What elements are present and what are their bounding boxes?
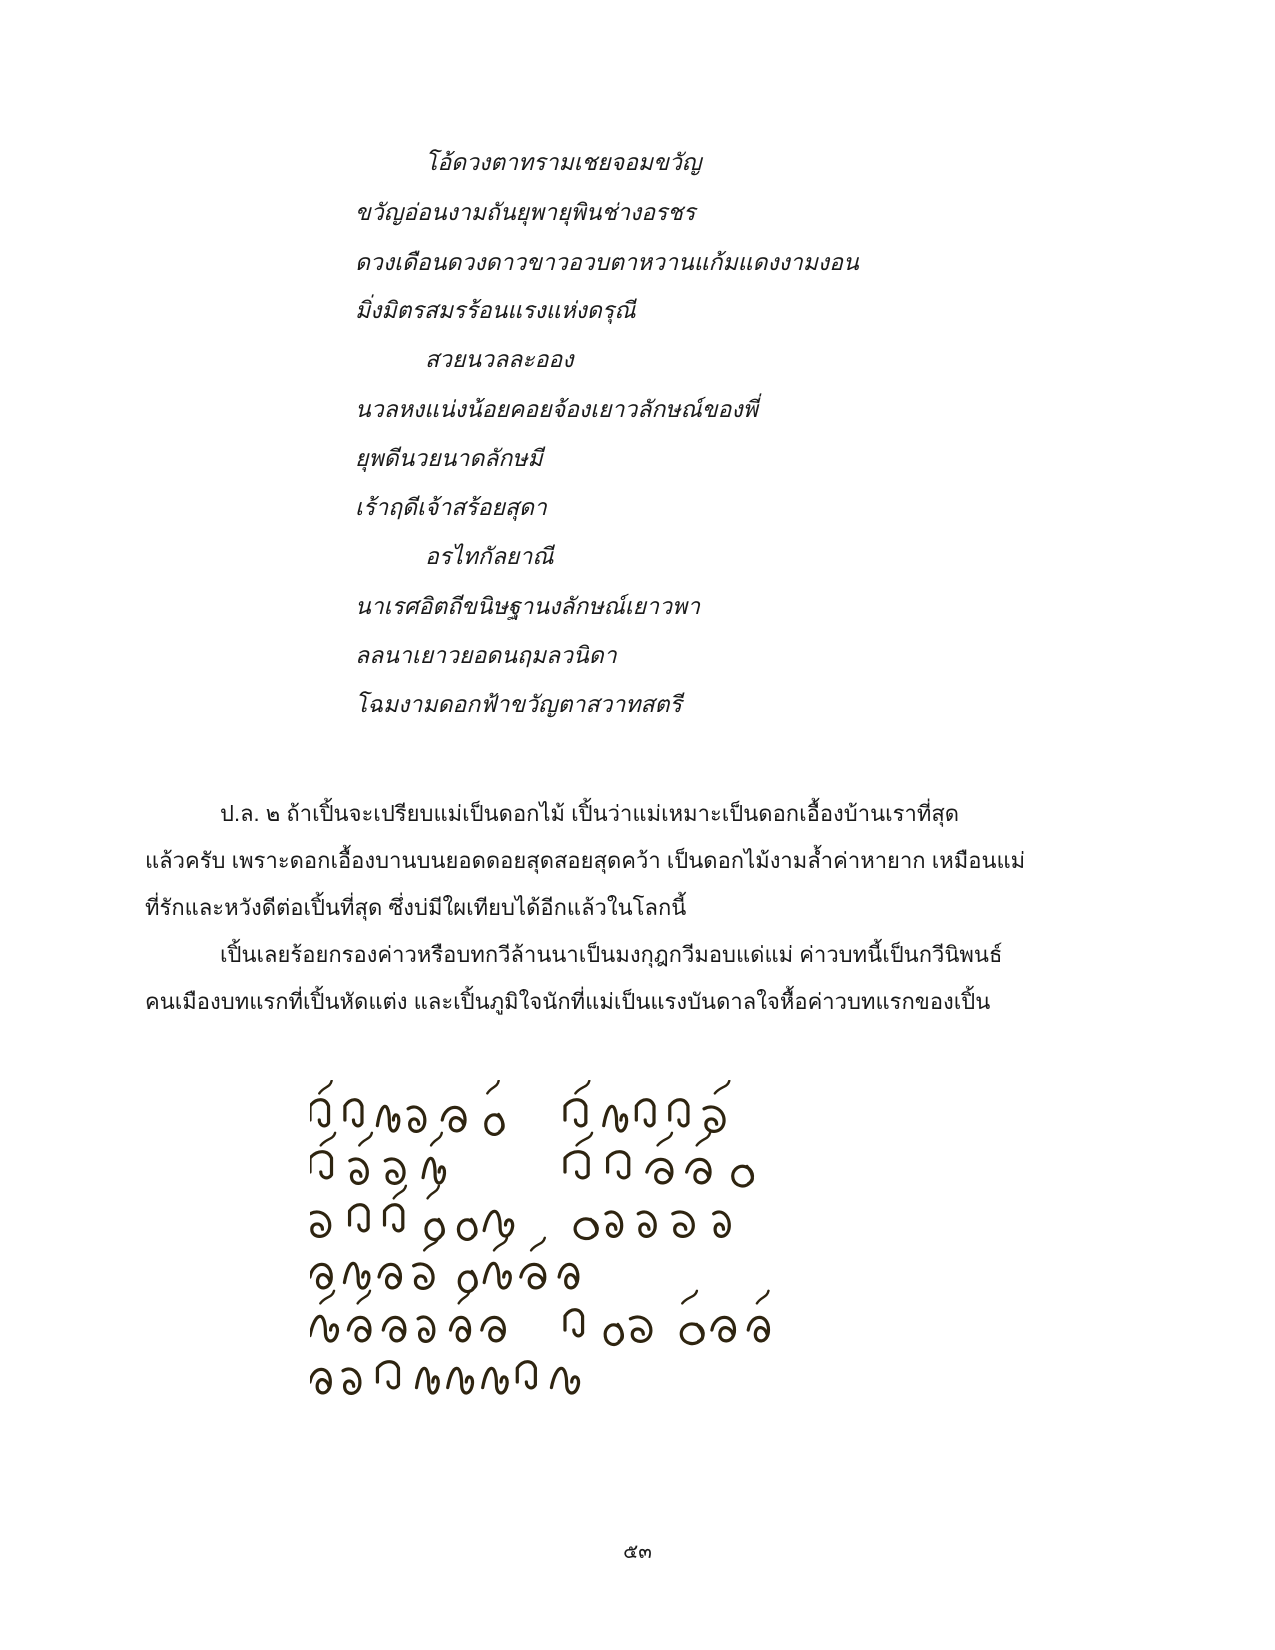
script-stroke [483,1368,508,1393]
script-stroke [379,1264,400,1287]
poem-line-9: อรไทกัลยาณี [425,544,554,570]
script-stroke [310,1369,330,1392]
script-stroke [450,1317,469,1340]
script-stroke [606,1212,622,1236]
script-stroke [345,1100,362,1126]
paragraph-2-line-2: คนเมืองบทแรกที่เปิ้นหัดแต่ง และเปิ้นภูมิใจนักที่แม่เป็นแรงบันดาลใจหื้อค่าวบทแรกของเปิ้น [145,989,991,1014]
script-stroke [681,1324,703,1344]
poem-line-12: โฉมงามดอกฟ้าขวัญตาสวาทสตรี [355,692,682,718]
script-stroke [673,1212,693,1236]
poem-line-5: สวยนวลละออง [425,347,574,373]
script-stroke [423,1158,444,1183]
handwritten-manuscript-image [310,1080,850,1410]
script-diacritic [531,1238,545,1251]
poem-line-10: นาเรศอิตถีขนิษฐานงลักษณ์เยาวพา [355,594,701,620]
script-stroke [344,1263,368,1288]
poem-line-1: โอ้ดวงตาทรามเชยจอมขวัญ [425,150,702,176]
poem-line-8: เร้าฤดีเจ้าสร้อยสุดา [355,495,547,521]
script-stroke [448,1368,473,1393]
script-stroke [687,1159,710,1182]
script-stroke [551,1368,578,1393]
script-stroke [604,1106,627,1131]
script-stroke [377,1362,398,1388]
script-stroke [670,1100,688,1126]
poem-block [0,0,1275,760]
script-diacritic [494,1238,507,1251]
script-stroke [383,1317,405,1340]
script-stroke [521,1264,545,1287]
script-diacritic [431,1133,442,1146]
script-stroke [482,1317,505,1340]
poem-line-3: ดวงเดือนดวงดาวขาวอวบตาหวานแก้มแดงงามงอน [355,250,859,276]
script-stroke [638,1212,655,1236]
poem-line-7: ยุพดีนวยนาดลักษมี [355,446,543,472]
paragraph-2-line-1: เปิ้นเลยร้อยกรองค่าวหรือบทกวีล้านนาเป็นมงกุฎกวีมอบแด่แม่ ค่าวบทนี้เป็นกวีนิพนธ์ [220,942,1003,967]
script-stroke [565,1100,586,1126]
script-stroke [442,1107,465,1130]
script-diacritic [319,1081,331,1094]
script-stroke [714,1212,730,1236]
script-diacritic [321,1133,335,1146]
script-stroke [486,1115,503,1135]
script-stroke [350,1159,367,1183]
poem-line-2: ขวัญอ่อนงามถันยุพายุพินช่างอรชร [355,200,696,226]
script-stroke [575,1219,597,1239]
script-diacritic [682,1291,697,1304]
script-stroke [310,1212,330,1236]
script-stroke [608,1152,629,1178]
script-stroke [733,1166,753,1186]
script-stroke [385,1205,403,1231]
poem-line-4: มิ่งมิตรสมรร้อนแรงแห่งดรุณี [355,298,636,324]
script-stroke [310,1316,337,1341]
script-diacritic [358,1291,370,1304]
poem-line-6: นวลหงแน่งน้อยคอยจ้องเยาวลักษณ์ของพี่ [355,397,758,423]
manuscript-script-drawing [310,1080,850,1410]
script-stroke [385,1159,404,1183]
script-stroke [458,1220,476,1240]
paragraph-1-line-3: ที่รักและหวังดีต่อเปิ้นที่สุด ซึ่งบ่มีใผเทียบได้อีกแล้วในโลกนี้ [145,895,687,920]
script-stroke [605,1325,622,1345]
script-diacritic [487,1081,498,1094]
script-stroke [517,1362,535,1388]
script-stroke [416,1368,438,1393]
script-stroke [484,1211,513,1236]
script-stroke [565,1152,588,1178]
paragraph-1-line-2: แล้วครับ เพราะดอกเอื้องบานบนยอดดอยสุดสอยสุดคว้า เป็นดอกไม้งามล้ำค่าหายาก เหมือนแม่ [145,848,1026,873]
script-stroke [712,1317,735,1340]
script-diacritic [394,1186,406,1199]
script-diacritic [575,1081,589,1094]
script-diacritic [359,1133,372,1146]
script-stroke [559,1264,578,1287]
script-diacritic [320,1291,334,1304]
script-stroke [704,1107,724,1131]
script-stroke [426,1220,443,1240]
script-diacritic [428,1186,439,1199]
script-stroke [484,1263,510,1288]
page-number: ๕๓ [623,1541,652,1563]
script-stroke [310,1152,332,1178]
script-stroke [343,1369,360,1393]
script-stroke [408,1107,425,1131]
script-stroke [630,1317,650,1341]
script-stroke [459,1272,476,1292]
paragraph-1-line-1: ป.ล. ๒ ถ้าเปิ้นจะเปรียบแม่เป็นดอกไม้ เปิ้นว่าแม่เหมาะเป็นดอกเอื้องบ้านเราที่สุด [220,801,960,826]
script-stroke [636,1100,654,1126]
script-stroke [377,1106,398,1131]
script-stroke [565,1310,583,1336]
script-diacritic [715,1081,729,1094]
script-diacritic [459,1291,470,1304]
script-diacritic [697,1133,710,1146]
script-diacritic [577,1133,592,1146]
script-stroke [418,1317,434,1341]
script-stroke [647,1159,672,1182]
prose-block [145,790,1145,1025]
script-stroke [348,1317,370,1340]
script-stroke [350,1205,369,1231]
script-stroke [748,1317,768,1340]
script-stroke [310,1100,329,1126]
script-stroke [310,1264,331,1287]
script-diacritic [757,1291,769,1304]
poem-line-11: ลลนาเยาวยอดนฤมลวนิดา [355,643,617,669]
script-stroke [414,1264,433,1288]
script-diacritic [658,1133,672,1146]
